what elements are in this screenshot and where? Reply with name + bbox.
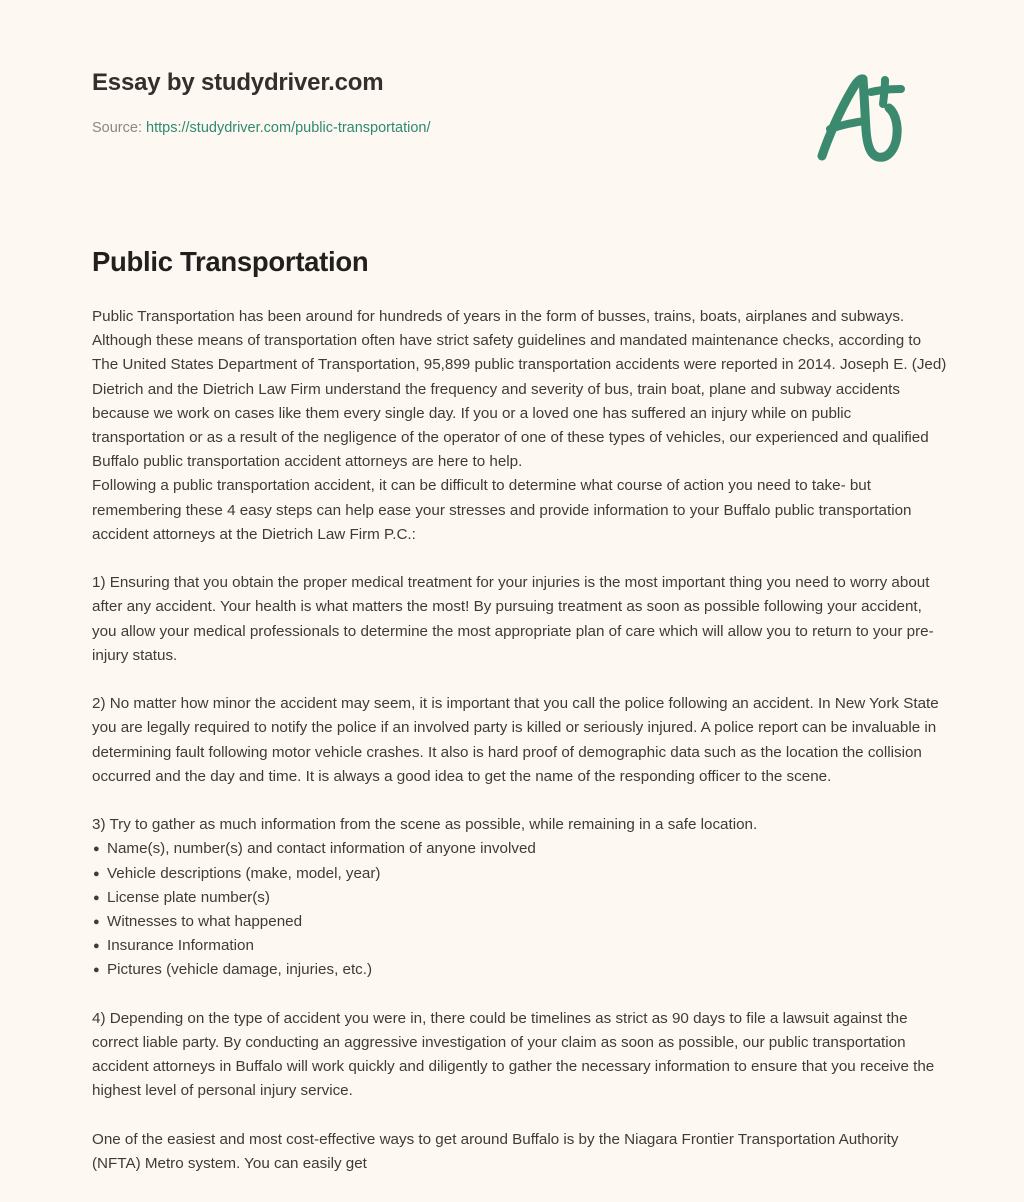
list-item-label: License plate number(s) <box>107 888 270 906</box>
page-title: Public Transportation <box>92 246 369 277</box>
bullet-icon: ● <box>93 867 100 880</box>
bullet-icon: ● <box>93 843 100 856</box>
scene-information-list <box>92 837 948 982</box>
studydriver-a-plus-logo <box>808 66 916 170</box>
paragraph-nfta-truncated: One of the easiest and most cost-effective ways to get around Buffalo is by the Niagara Frontier Transportation Authority (NFTA) Metro system. You can easily get <box>92 1130 899 1173</box>
paragraph-step-4: 4) Depending on the type of accident you were in, there could be timelines as strict as 90 days to file a lawsuit against the correct liable party. By conducting an aggressive investigation of your claim as soon as possible, our public transportation accident attorneys in Buffalo will work quickly and diligently to gather the necessary information to ensure that you receive the highest level of personal injury service. <box>92 1009 935 1100</box>
source-url-link[interactable]: https://studydriver.com/public-transportation/ <box>146 120 431 136</box>
list-item <box>92 862 948 886</box>
brand-title: Essay by studydriver.com <box>92 69 384 96</box>
paragraph-step-1: 1) Ensuring that you obtain the proper medical treatment for your injuries is the most important thing you need to worry about after any accident. Your health is what matters the most! By pursuing treatment as soon as possible following your accident, you allow your medical professionals to determine the most appropriate plan of care which will allow you to return to your pre-injury status. <box>92 574 934 664</box>
list-item-label: Insurance Information <box>107 937 254 955</box>
essay-text <box>92 305 948 1176</box>
list-item <box>92 958 948 982</box>
list-item <box>92 910 948 934</box>
article-body <box>92 245 948 1176</box>
list-item-label: Pictures (vehicle damage, injuries, etc.) <box>107 961 373 979</box>
list-item-label: Vehicle descriptions (make, model, year) <box>107 864 381 882</box>
a-plus-icon <box>808 66 916 170</box>
list-item <box>92 886 948 910</box>
list-item-label: Witnesses to what happened <box>107 913 303 931</box>
bullet-icon: ● <box>93 940 100 953</box>
paragraph-four-steps-lead: Following a public transportation accident, it can be difficult to determine what course of action you need to take- but remembering these 4 easy steps can help ease your stresses and provide information to your Buffalo public transportation accident attorneys at the Dietrich Law Firm P.C.: <box>92 477 912 543</box>
list-item <box>92 837 948 861</box>
paragraph-step-3: 3) Try to gather as much information from the scene as possible, while remaining in a safe location. <box>92 816 758 834</box>
page-header <box>0 0 1024 200</box>
bullet-icon: ● <box>93 916 100 929</box>
list-item <box>92 934 948 958</box>
source-label: Source: <box>92 120 142 136</box>
list-item-label: Name(s), number(s) and contact information of anyone involved <box>107 840 536 858</box>
bullet-icon: ● <box>93 964 100 977</box>
bullet-icon: ● <box>93 891 100 904</box>
source-line <box>92 120 431 136</box>
paragraph-intro: Public Transportation has been around for hundreds of years in the form of busses, trains, boats, airplanes and subways. Although these means of transportation often have strict safety guidelines and mandated maintenance checks, according to The United States Department of Transportation, 95,899 public transportation accidents were reported in 2014. Joseph E. (Jed) Dietrich and the Dietrich Law Firm understand the frequency and severity of bus, train boat, plane and subway accidents because we work on cases like them every single day. If you or a loved one has suffered an injury while on public transportation or as a result of the negligence of the operator of one of these types of vehicles, our experienced and qualified Buffalo public transportation accident attorneys are here to help. <box>92 308 947 471</box>
paragraph-step-2: 2) No matter how minor the accident may seem, it is important that you call the police following an accident. In New York State you are legally required to notify the police if an involved party is killed or seriously injured. A police report can be invaluable in determining fault following motor vehicle crashes. It also is hard proof of demographic data such as the location the collision occurred and the day and time. It is always a good idea to get the name of the responding officer to the scene. <box>92 695 939 785</box>
